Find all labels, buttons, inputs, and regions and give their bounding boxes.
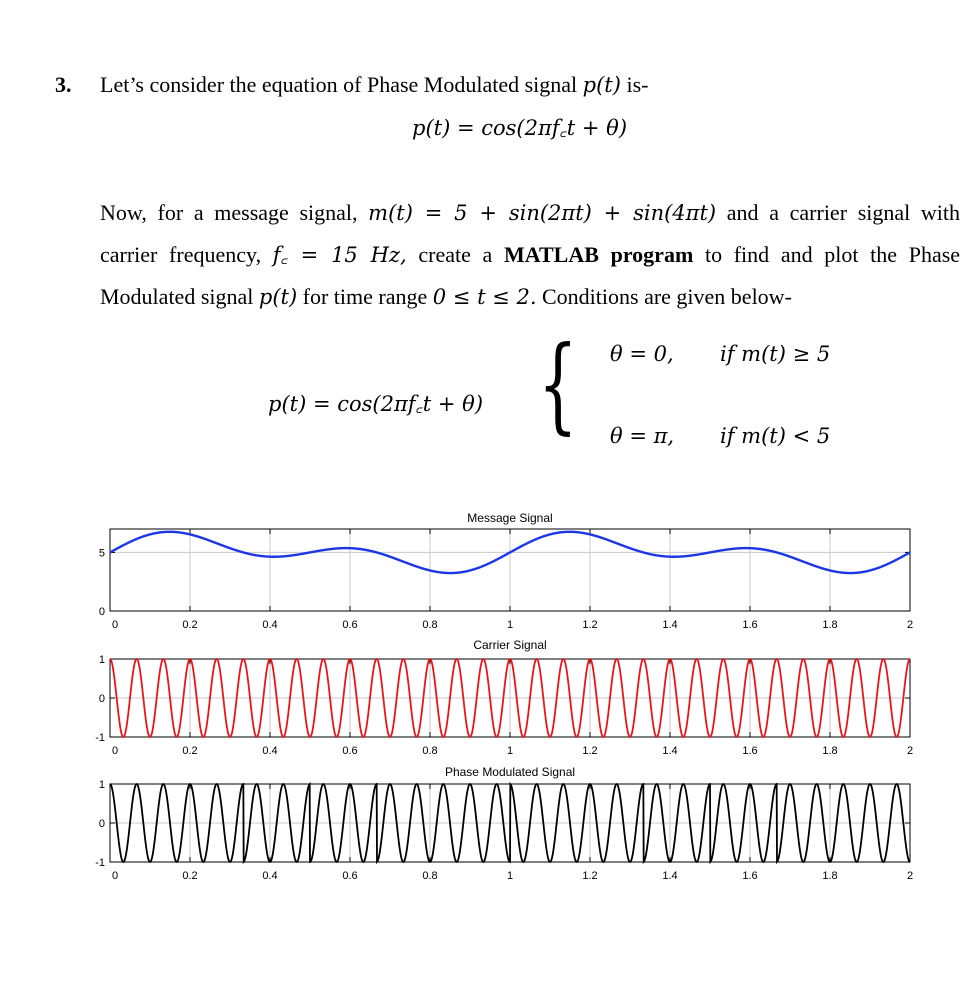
x-tick-label: 1.8 xyxy=(822,745,838,757)
x-tick-label: 1 xyxy=(506,745,514,757)
chart-title: Carrier Signal xyxy=(473,638,547,652)
x-tick-label: 2 xyxy=(906,619,914,631)
chart-title: Message Signal xyxy=(467,511,553,525)
x-tick-label: 0.2 xyxy=(182,745,198,757)
line2-text-b: create a xyxy=(418,242,493,267)
case1-condition: if m(t) ≥ 5 xyxy=(720,342,831,366)
x-tick-label: 0 xyxy=(111,870,119,882)
x-tick-label: 1.4 xyxy=(662,745,678,757)
y-tick-label: 0 xyxy=(98,606,105,618)
x-tick-label: 1 xyxy=(506,870,514,882)
line1-text-a: Now, for a message signal, xyxy=(100,200,358,225)
x-tick-label: 0 xyxy=(111,745,119,757)
x-tick-label: 0.8 xyxy=(422,619,438,631)
line2-text-a: carrier frequency, xyxy=(100,242,262,267)
x-tick-label: 1.8 xyxy=(822,619,838,631)
x-tick-label: 0.8 xyxy=(422,870,438,882)
y-tick-label: 1 xyxy=(98,654,105,666)
x-tick-label: 1.6 xyxy=(742,619,758,631)
case1-theta: θ = 0, xyxy=(610,342,674,366)
x-tick-label: 1.2 xyxy=(582,619,598,631)
x-tick-label: 2 xyxy=(906,870,914,882)
intro-symbol: p(t) xyxy=(582,73,621,97)
x-tick-label: 1.8 xyxy=(822,870,838,882)
left-brace-icon: { xyxy=(538,323,578,445)
x-tick-label: 1.6 xyxy=(742,870,758,882)
x-tick-label: 0.6 xyxy=(342,870,358,882)
main-equation: p(t) = cos(2πf꜀t + θ) xyxy=(412,116,628,140)
line3-text-b: for time range xyxy=(302,284,428,309)
x-tick-label: 1.6 xyxy=(742,745,758,757)
x-tick-label: 0.2 xyxy=(182,619,198,631)
case2-theta: θ = π, xyxy=(610,424,675,448)
intro-text: Let’s consider the equation of Phase Modulated signal xyxy=(100,72,578,97)
line2-text-c: to find and plot the Phase xyxy=(704,242,961,267)
x-tick-label: 0.6 xyxy=(342,619,358,631)
x-tick-label: 0.6 xyxy=(342,745,358,757)
piecewise-lhs: p(t) = cos(2πf꜀t + θ) xyxy=(268,392,484,416)
x-tick-label: 1 xyxy=(506,619,514,631)
line3-symbol: p(t) xyxy=(258,285,298,309)
question-number: 3. xyxy=(55,72,72,97)
x-tick-label: 2 xyxy=(906,745,914,757)
line3-text-c: Conditions are given below- xyxy=(542,284,792,309)
x-tick-label: 0.2 xyxy=(182,870,198,882)
chart-title: Phase Modulated Signal xyxy=(444,765,576,779)
x-tick-label: 1.4 xyxy=(662,619,678,631)
matlab-program-bold: MATLAB program xyxy=(503,242,694,267)
x-tick-label: 1.4 xyxy=(662,870,678,882)
y-tick-label: 5 xyxy=(98,547,105,560)
carrier-frequency-equation: f꜀ = 15 Hz, xyxy=(272,243,407,267)
message-equation: m(t) = 5 + sin(2πt) + sin(4πt) xyxy=(368,201,717,225)
line1-text-b: and a carrier signal with xyxy=(726,200,961,225)
x-tick-label: 0.4 xyxy=(262,745,278,757)
x-tick-label: 1.2 xyxy=(582,870,598,882)
y-tick-label: -1 xyxy=(95,857,105,869)
x-tick-label: 0.4 xyxy=(262,619,278,631)
x-tick-label: 1.2 xyxy=(582,745,598,757)
y-tick-label: 0 xyxy=(98,818,105,830)
line3-text-a: Modulated signal xyxy=(100,284,254,309)
y-tick-label: 1 xyxy=(98,779,105,791)
intro-suffix: is- xyxy=(626,72,649,97)
y-tick-label: -1 xyxy=(95,732,105,744)
x-tick-label: 0.8 xyxy=(422,745,438,757)
case2-condition: if m(t) < 5 xyxy=(720,424,831,448)
x-tick-label: 0 xyxy=(111,619,119,631)
y-tick-label: 0 xyxy=(98,693,105,705)
x-tick-label: 0.4 xyxy=(262,870,278,882)
time-range-equation: 0 ≤ t ≤ 2. xyxy=(432,285,537,309)
